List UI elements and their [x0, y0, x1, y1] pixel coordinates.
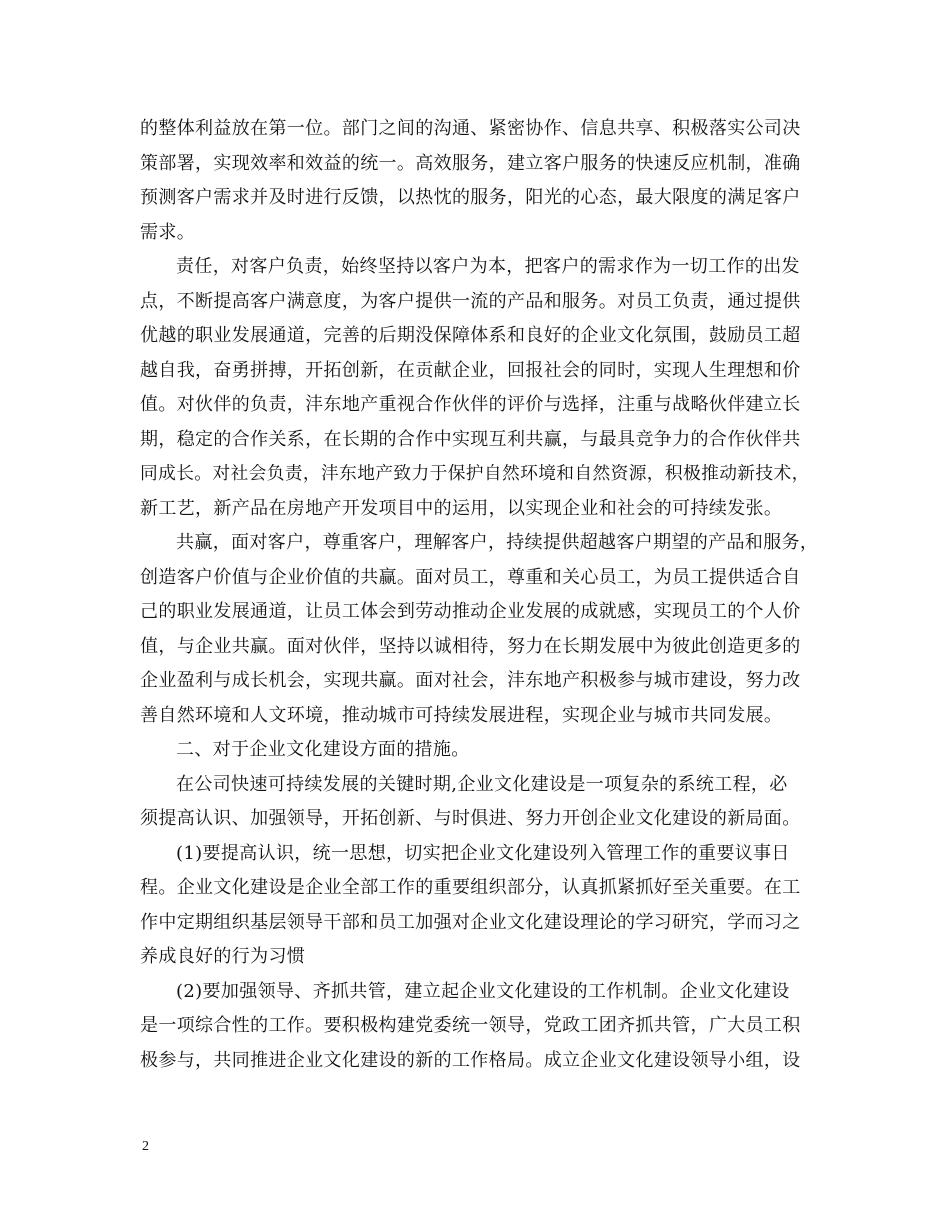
text-line: 共赢，面对客户，尊重客户，理解客户，持续提供超越客户期望的产品和服务， [176, 532, 819, 553]
text-line: 期，稳定的合作关系，在长期的合作中实现互利共赢，与最具竞争力的合作伙伴共 [140, 428, 801, 450]
text-line: 是一项综合性的工作。要积极构建党委统一领导，党政工团齐抓共管，广大员工积 [140, 1015, 801, 1036]
page-number: 2 [142, 1139, 149, 1154]
text-line: 善自然环境和人文环境，推动城市可持续发展进程，实现企业与城市共同发展。 [140, 704, 783, 726]
text-line: 在公司快速可持续发展的关键时期,企业文化建设是一项复杂的系统工程，必 [176, 773, 788, 795]
text-line: 同成长。对社会负责，沣东地产致力于保护自然环境和自然资源，积极推动新技术， [140, 464, 810, 484]
text-line: 优越的职业发展通道，完善的后期没保障体系和良好的企业文化氛围，鼓励员工超 [140, 325, 801, 346]
text-line: 己的职业发展通道，让员工体会到劳动推动企业发展的成就感，实现员工的个人价 [140, 601, 801, 622]
text-line: 养成良好的行为习惯 [140, 946, 306, 967]
text-line: 需求。 [140, 221, 196, 243]
text-line: 新工艺，新产品在房地产开发项目中的运用，以实现企业和社会的可持续发张。 [140, 497, 783, 519]
text-line: 须提高认识、加强领导，开拓创新、与时俱进、努力开创企业文化建设的新局面。 [140, 808, 801, 829]
text-line: (1)要提高认识，统一思想，切实把企业文化建设列入管理工作的重要议事日 [176, 842, 790, 864]
text-line: 程。企业文化建设是企业全部工作的重要组织部分，认真抓紧抓好至关重要。在工 [140, 877, 801, 898]
text-line: 预测客户需求并及时进行反馈，以热忱的服务，阳光的心态，最大限度的满足客户 [140, 187, 801, 208]
text-line: 越自我，奋勇拼搏，开拓创新，在贡献企业，回报社会的同时，实现人生理想和价 [140, 359, 801, 381]
text-line: 值。对伙伴的负责，沣东地产重视合作伙伴的评价与选择，注重与战略伙伴建立长 [140, 394, 801, 415]
body-text [140, 112, 818, 1078]
text-line: 企业盈利与成长机会，实现共赢。面对社会，沣东地产积极参与城市建设，努力改 [140, 670, 801, 691]
text-line: 作中定期组织基层领导干部和员工加强对企业文化建设理论的学习研究，学而习之 [140, 911, 801, 933]
text-line: 极参与，共同推进企业文化建设的新的工作格局。成立企业文化建设领导小组，设 [140, 1049, 801, 1071]
text-line: 值，与企业共赢。面对伙伴，坚持以诚相待，努力在长期发展中为彼此创造更多的 [140, 635, 801, 657]
text-line: 创造客户价值与企业价值的共赢。面对员工，尊重和关心员工，为员工提供适合自 [140, 566, 801, 588]
text-line: 策部署，实现效率和效益的统一。高效服务，建立客户服务的快速反应机制，准确 [140, 152, 801, 174]
text-line: 的整体利益放在第一位。部门之间的沟通、紧密协作、信息共享、积极落实公司决 [140, 118, 801, 139]
text-line: 二、对于企业文化建设方面的措施。 [176, 739, 470, 760]
text-line: (2)要加强领导、齐抓共管，建立起企业文化建设的工作机制。企业文化建设 [176, 980, 790, 1002]
text-line: 点，不断提高客户满意度，为客户提供一流的产品和服务。对员工负责，通过提供 [140, 290, 801, 312]
text-line: 责任，对客户负责，始终坚持以客户为本，把客户的需求作为一切工作的出发 [176, 256, 800, 277]
